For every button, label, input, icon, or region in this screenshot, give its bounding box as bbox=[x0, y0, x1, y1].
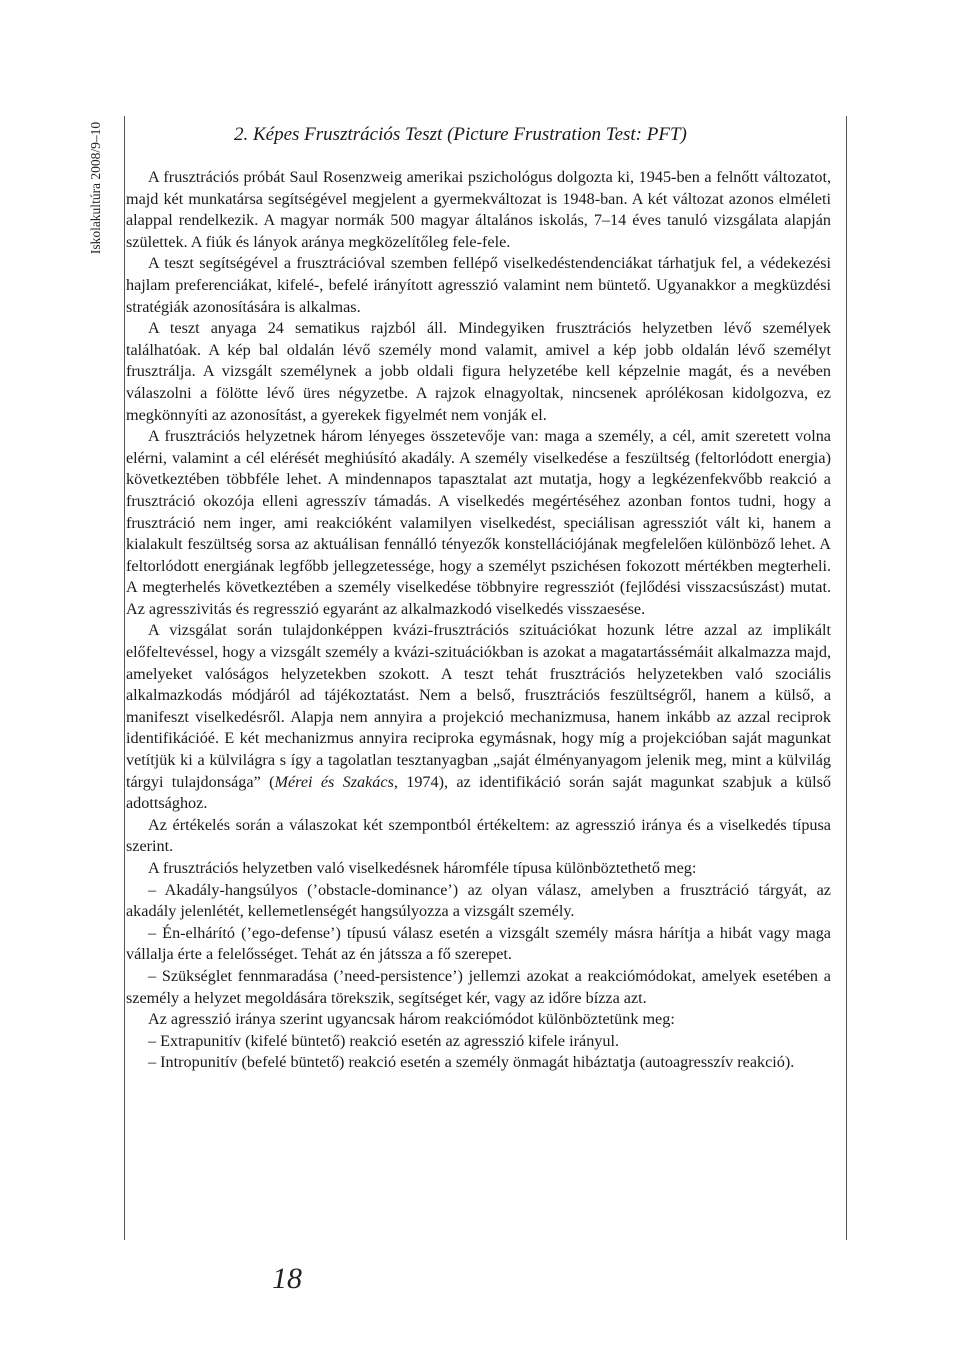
list-item-intropunitive: – Intropunitív (befelé büntető) reakció esetén a személy önmagát hibáztatja (autoagresszív reakció). bbox=[148, 1053, 795, 1072]
paragraph-method bbox=[126, 620, 831, 814]
citation-rest: , 1974), az identifikáció során saját magunkat szabjuk a külső adottsághoz. bbox=[126, 772, 831, 813]
citation-authors: Mérei és Szakács bbox=[274, 772, 394, 791]
right-margin-rule bbox=[846, 116, 847, 1240]
paragraph-components: A frusztrációs helyzetnek három lényeges összetevője van: maga a személy, a cél, amit szeretett volna elérni, valamint a cél elérését meghiúsító akadály. A személy viselkedése a feszültség (feltorlódott energia) következtében többféle lehet. A mindennapos tapasztalat azt mutatja, hogy a legkézenfekvőbb reakció a frusztráció okozója elleni agresszív támadás. A viselkedés megértéséhez azonban fontos tudni, hogy a frusztráció nem inger, ami reakcióként valamilyen viselkedést, speciálisan agressziót vált ki, hanem a kialakult feszültség sorsa az aktuálisan fennálló tényezők konstellációjának megfelelően különböző lehet. A feltorlódott energiának legfőbb jellegzetessége, hogy a személyt pszichésen fokozott mértékben megterheli. A megterhelés következtében a személy viselkedése többnyire regressziót (fejlődési visszacsúszást) mutat. Az agresszivitás és regresszió egyaránt az alkalmazkodó viselkedés visszaesése. bbox=[126, 427, 831, 618]
left-margin-rule bbox=[124, 116, 125, 1240]
paragraph-evaluation: Az értékelés során a válaszokat két szempontból értékeltem: az agresszió iránya és a viselkedés típusa szerint. bbox=[126, 815, 831, 856]
paragraph-method-text: A vizsgálat során tulajdonképpen kvázi-frusztrációs szituációkat hozunk létre azzal az implikált előfeltevéssel, hogy a vizsgált személy a kvázi-szituációkban is azokat a magatartássémáit alkalmazza majd, amelyeket valóságos helyzetekben szokott. A teszt tehát frusztrációs helyzetekben való szociális alkalmazkodás módjáról ad tájékoztatást. Nem a belső, frusztrációs feszültségről, hanem a külső, a manifeszt viselkedésről. Alapja nem annyira a projekció mechanizmusa, hanem inkább az azzal reciprok identifikációé. E két mechanizmus annyira reciproka egymásnak, hogy míg a projekcióban saját magunkat vetítjük ki a külvilágra s így a tagolatlan tesztanyagban „saját élményanyagom jelenik meg, mint a külvilág tárgyi tulajdonsága” ( bbox=[126, 621, 831, 791]
journal-name: Iskolakultúra 2008/9–10 bbox=[88, 121, 103, 255]
page-number: 18 bbox=[272, 1262, 302, 1295]
paragraph-purpose: A teszt segítségével a frusztrációval szemben fellépő viselkedéstendenciákat tárhatjuk fel, a védekezési hajlam preferenciákat, kifelé-, befelé irányított agresszió valamint nem büntető. Ugyanakkor a megküzdési stratégiák azonosítására is alkalmas. bbox=[126, 254, 831, 316]
paragraph-direction-intro: Az agresszió iránya szerint ugyancsak három reakciómódot különböztetünk meg: bbox=[148, 1010, 675, 1029]
paragraph-types-intro: A frusztrációs helyzetben való viselkedésnek háromféle típusa különböztethető meg: bbox=[148, 859, 697, 877]
journal-side-label bbox=[83, 118, 109, 258]
section-title: 2. Képes Frusztrációs Teszt (Picture Frustration Test: PFT) bbox=[234, 124, 687, 145]
list-item-need-persistence: – Szükséglet fennmaradása (’need-persistence’) jellemzi azokat a reakciómódokat, amelyek esetében a személy a helyzet megoldására törekszik, segítséget kér, vagy az időre bízza azt. bbox=[126, 966, 831, 1007]
paragraph-material: A teszt anyaga 24 sematikus rajzból áll. Mindegyiken frusztrációs helyzetben lévő személyek találhatóak. A kép bal oldalán lévő személy mond valamit, amivel a kép jobb oldalán lévő személyt frusztrálja. A vizsgált személynek a jobb oldali figura helyzetébe kell képzelnie magát, és a nevében válaszolni a fölötte lévő üres négyzetbe. A rajzok elnagyoltak, nincsenek aprólékosan kidolgozva, ez megkönnyíti az azonosítást, a gyerekek figyelmét nem vonják el. bbox=[126, 319, 831, 424]
list-item-ego-defense: – Én-elhárító (’ego-defense’) típusú válasz esetén a vizsgált személy másra hárítja a hibát vagy maga vállalja érte a felelősséget. Tehát az én játssza a fő szerepet. bbox=[126, 923, 831, 964]
list-item-obstacle-dominance: – Akadály-hangsúlyos (’obstacle-dominance’) az olyan válasz, amelyben a frusztráció tárgyát, az akadály jelenlétét, kellemetlenségét hangsúlyozza a vizsgált személy. bbox=[126, 880, 831, 921]
paragraph-intro: A frusztrációs próbát Saul Rosenzweig amerikai pszichológus dolgozta ki, 1945-ben a felnőtt változatot, majd két munkatársa segítségével megjelent a gyermekváltozat is 1948-ban. A két változat azonos elméleti alappal rendelkezik. A magyar normák 500 magyar általános iskolás, 7–14 éves tanuló vizsgálata alapján születtek. A fiúk és lányok aránya megközelítőleg fele-fele. bbox=[126, 168, 831, 251]
list-item-extrapunitive: – Extrapunitív (kifelé büntető) reakció esetén az agresszió kifele irányul. bbox=[148, 1031, 620, 1050]
body-text bbox=[126, 167, 831, 1074]
